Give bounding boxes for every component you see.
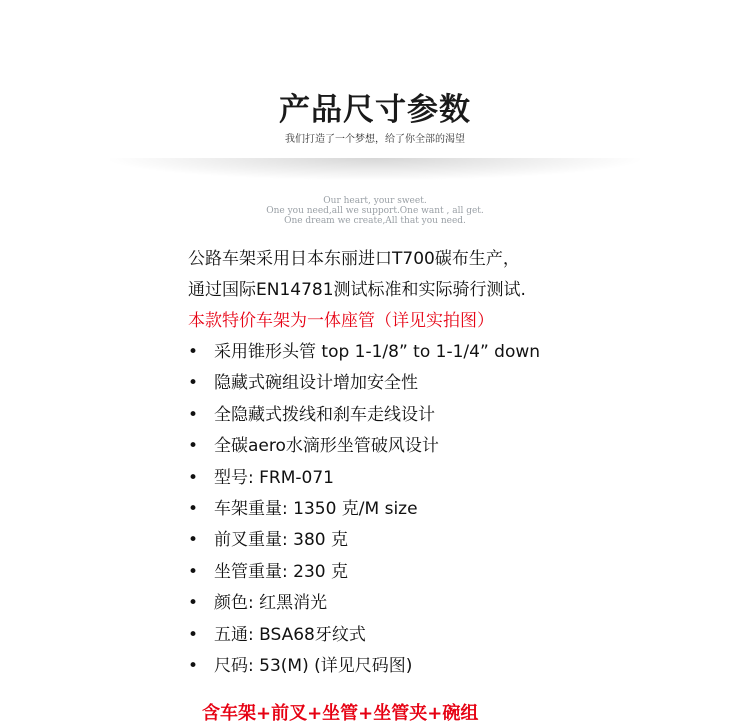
shadow-divider [110, 158, 640, 180]
spec-item [188, 431, 728, 462]
bullet-icon: • [188, 404, 199, 425]
spec-list [188, 337, 728, 682]
spec-item [188, 463, 728, 494]
spec-text: 坐管重量: 230 克 [214, 561, 348, 582]
slogan-line: Our heart, your sweet. [323, 196, 427, 206]
spec-text: 采用锥形头管 top 1-1/8” to 1-1/4” down [214, 342, 541, 362]
spec-item [188, 588, 728, 619]
page-title: 产品尺寸参数 [279, 92, 471, 128]
spec-text: 车架重量: 1350 克/M size [214, 498, 418, 519]
spec-text: 五通: BSA68牙纹式 [214, 624, 366, 645]
spec-text: 全碳aero水滴形坐管破风设计 [214, 436, 439, 457]
spec-text: 全隐藏式拨线和刹车走线设计 [214, 404, 435, 425]
spec-item [188, 620, 728, 651]
spec-text: 隐藏式碗组设计增加安全性 [214, 373, 418, 394]
spec-item [188, 651, 728, 682]
bullet-icon: • [188, 593, 199, 614]
intro-line: 公路车架采用日本东丽进口T700碳布生产， [188, 249, 520, 269]
spec-item [188, 557, 728, 588]
slogan-line: One dream we create,All that you need. [284, 216, 466, 226]
bullet-icon: • [188, 373, 199, 394]
bullet-icon: • [188, 436, 199, 457]
bullet-icon: • [188, 655, 199, 676]
package-contents: 含车架+前叉+坐管+坐管夹+碗组 [202, 703, 479, 724]
spec-item [188, 494, 728, 525]
spec-text: 颜色: 红黑消光 [214, 593, 328, 614]
spec-item [188, 400, 728, 431]
slogan [0, 196, 750, 226]
highlight-note: 本款特价车架为一体座管（详见实拍图） [188, 311, 494, 331]
spec-item [188, 337, 728, 368]
slogan-line: One you need,all we support.One want , all get. [266, 206, 484, 216]
bullet-icon: • [188, 498, 199, 519]
intro-line: 通过国际EN14781测试标准和实际骑行测试. [188, 280, 526, 300]
spec-item [188, 368, 728, 399]
spec-text: 型号: FRM-071 [214, 467, 334, 488]
header [0, 88, 750, 147]
bullet-icon: • [188, 624, 199, 645]
spec-text: 前叉重量: 380 克 [214, 530, 348, 551]
spec-content [188, 244, 728, 682]
spec-text: 尺码: 53(M) (详见尺码图) [214, 655, 413, 676]
bullet-icon: • [188, 342, 199, 362]
spec-item [188, 525, 728, 556]
bullet-icon: • [188, 530, 199, 551]
bullet-icon: • [188, 467, 199, 488]
page-subtitle: 我们打造了一个梦想，给了你全部的渴望 [285, 134, 465, 145]
bullet-icon: • [188, 561, 199, 582]
